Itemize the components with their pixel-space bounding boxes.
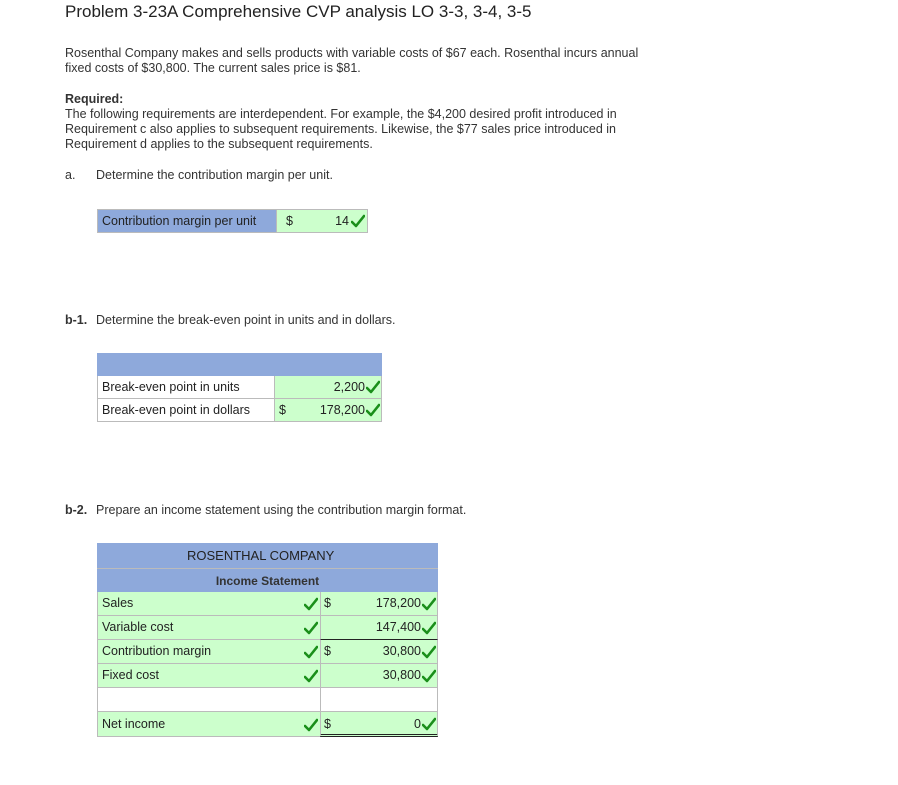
part-b2-question: Prepare an income statement using the contribution margin format. xyxy=(96,503,467,517)
part-b2-letter: b-2. xyxy=(65,503,88,517)
part-b1-question: Determine the break-even point in units and in dollars. xyxy=(96,313,396,327)
net-income-value: 0 xyxy=(414,717,421,731)
contribution-margin-value: 14 xyxy=(335,214,349,228)
currency-symbol: $ xyxy=(324,644,331,658)
checkmark-icon xyxy=(366,403,380,417)
company-name-header: ROSENTHAL COMPANY xyxy=(97,543,438,568)
break-even-dollars-value: 178,200 xyxy=(319,403,365,417)
sales-value: 178,200 xyxy=(375,596,421,610)
required-section xyxy=(65,92,705,152)
fixed-cost-label[interactable]: Fixed cost xyxy=(97,664,320,688)
currency-symbol: $ xyxy=(324,596,331,610)
fixed-cost-input[interactable] xyxy=(320,664,438,688)
variable-cost-input[interactable] xyxy=(320,616,438,640)
sales-input[interactable] xyxy=(320,592,438,616)
problem-intro xyxy=(65,46,705,76)
break-even-units-label: Break-even point in units xyxy=(97,376,274,399)
checkmark-icon xyxy=(422,645,436,659)
blank-row-input[interactable] xyxy=(320,688,438,712)
checkmark-icon xyxy=(422,669,436,683)
part-a-letter: a. xyxy=(65,168,76,182)
break-even-dollars-input[interactable] xyxy=(274,399,382,422)
checkmark-icon xyxy=(351,214,365,228)
checkmark-icon xyxy=(304,669,318,683)
contribution-margin-row-input[interactable] xyxy=(320,640,438,664)
statement-title-header: Income Statement xyxy=(97,568,438,592)
contribution-margin-row-label[interactable]: Contribution margin xyxy=(97,640,320,664)
checkmark-icon xyxy=(304,645,318,659)
break-even-table-header xyxy=(97,353,382,376)
currency-symbol: $ xyxy=(286,214,293,228)
required-line-1: The following requirements are interdependent. For example, the $4,200 desired profit introduced in xyxy=(65,107,617,121)
intro-line-2: fixed costs of $30,800. The current sales price is $81. xyxy=(65,61,361,75)
currency-symbol: $ xyxy=(279,403,286,417)
variable-cost-label[interactable]: Variable cost xyxy=(97,616,320,640)
part-b1-letter: b-1. xyxy=(65,313,88,327)
part-a-question: Determine the contribution margin per unit. xyxy=(96,168,333,182)
break-even-units-input[interactable] xyxy=(274,376,382,399)
intro-line-1: Rosenthal Company makes and sells products with variable costs of $67 each. Rosenthal incurs annual xyxy=(65,46,639,60)
net-income-input[interactable] xyxy=(320,712,438,737)
sales-label[interactable]: Sales xyxy=(97,592,320,616)
required-line-3: Requirement d applies to the subsequent requirements. xyxy=(65,137,373,151)
required-line-2: Requirement c also applies to subsequent requirements. Likewise, the $77 sales price introduced in xyxy=(65,122,617,136)
checkmark-icon xyxy=(422,621,436,635)
blank-row-label[interactable] xyxy=(97,688,320,712)
variable-cost-value: 147,400 xyxy=(375,620,421,634)
checkmark-icon xyxy=(366,380,380,394)
checkmark-icon xyxy=(304,621,318,635)
fixed-cost-value: 30,800 xyxy=(382,668,421,682)
checkmark-icon xyxy=(422,717,436,731)
contribution-margin-input[interactable] xyxy=(276,209,368,233)
checkmark-icon xyxy=(304,718,318,732)
break-even-units-value: 2,200 xyxy=(333,380,365,394)
required-heading: Required: xyxy=(65,92,124,106)
page-title: Problem 3-23A Comprehensive CVP analysis LO 3-3, 3-4, 3-5 xyxy=(65,2,532,21)
net-income-label[interactable]: Net income xyxy=(97,712,320,737)
contribution-margin-row-value: 30,800 xyxy=(382,644,421,658)
checkmark-icon xyxy=(422,597,436,611)
break-even-dollars-label: Break-even point in dollars xyxy=(97,399,274,422)
checkmark-icon xyxy=(304,597,318,611)
contribution-margin-label: Contribution margin per unit xyxy=(97,209,276,233)
currency-symbol: $ xyxy=(324,717,331,731)
